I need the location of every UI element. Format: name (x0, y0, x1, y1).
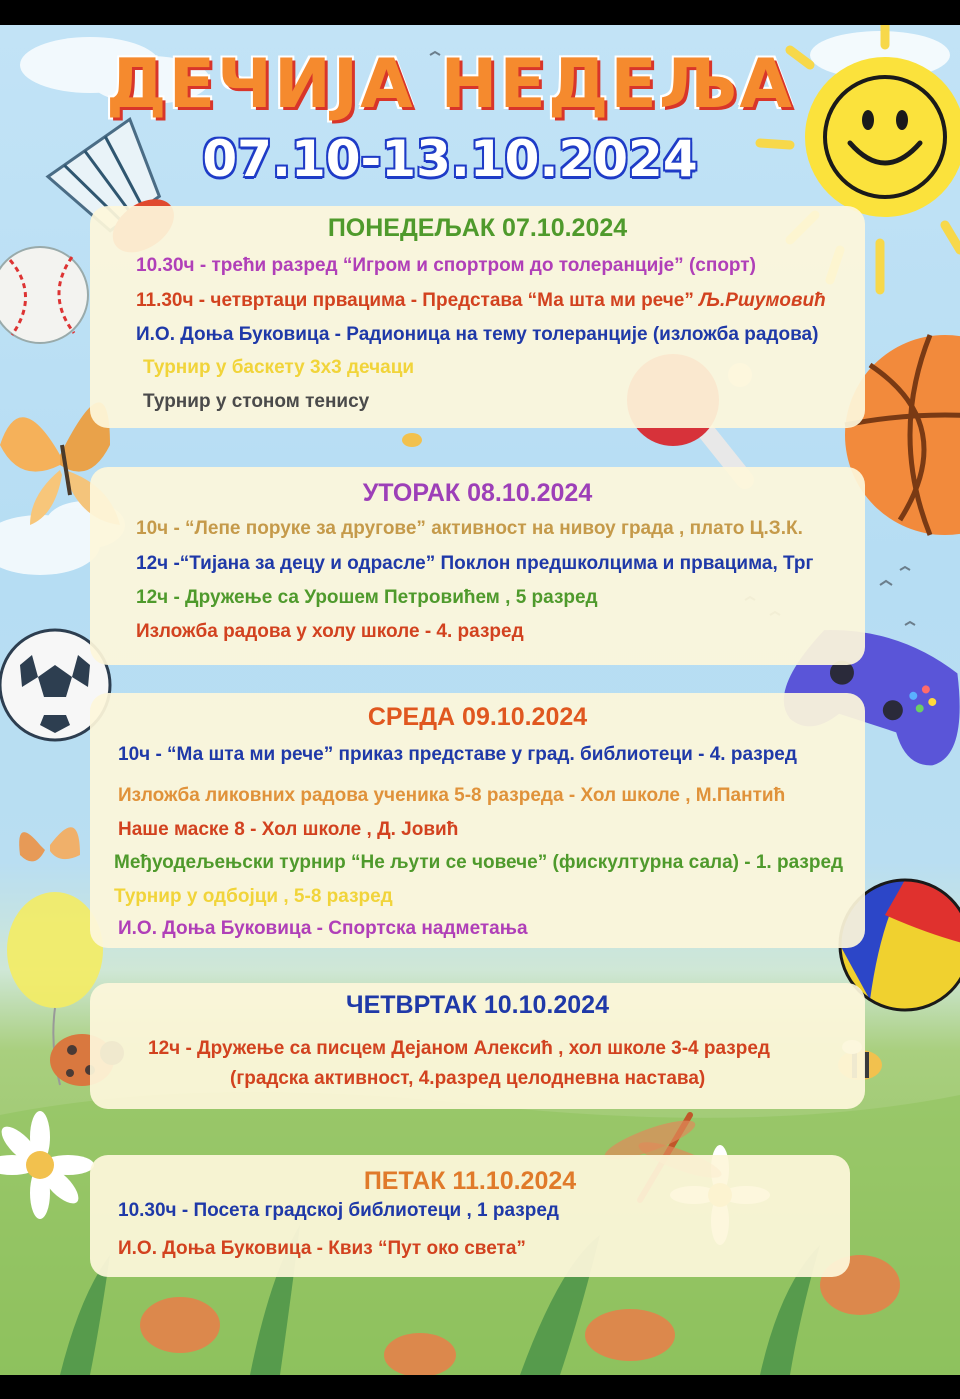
event-item: И.О. Доња Буковица - Спортска надметања (118, 918, 528, 939)
event-item: 10ч - “Лепе поруке за другове” активност на нивоу града , плато Ц.З.К. (136, 518, 803, 539)
event-item: 12ч - Дружење са писцем Дејаном Алексић , хол школе 3-4 разред (148, 1038, 770, 1059)
event-item: Међуодељењски турнир “Не љути се човече” (фискултурна сала) - 1. разред (114, 852, 844, 873)
event-item: 11.30ч - четвртаци првацима - Представа “Ма шта ми рече” Љ.Ршумовић (136, 290, 826, 311)
event-item: 10ч - “Ма шта ми рече” приказ представе у град. библиотеци - 4. разред (118, 744, 797, 765)
day-heading: ПЕТАК 11.10.2024 (363, 1167, 577, 1195)
day-card-thursday (90, 983, 865, 1109)
poster (0, 25, 960, 1375)
day-heading: ПОНЕДЕЉАК 07.10.2024 (327, 214, 628, 242)
event-item: (градска активност, 4.разред целодневна настава) (230, 1068, 706, 1089)
event-item: И.О. Доња Буковица - Квиз “Пут око света” (118, 1238, 526, 1259)
page-title: ДЕЧИЈА НЕДЕЉА (106, 45, 794, 124)
event-author: Љ.Ршумовић (699, 290, 826, 311)
event-item: 12ч -“Тијана за децу и одрасле” Поклон предшколцима и првацима, Трг (136, 553, 814, 574)
day-card-wednesday (90, 693, 865, 948)
event-item: 12ч - Дружење са Урошем Петровићем , 5 разред (136, 587, 598, 608)
day-heading: СРЕДА 09.10.2024 (367, 703, 588, 731)
day-heading: УТОРАК 08.10.2024 (362, 479, 593, 507)
date-range: 07.10-13.10.2024 (202, 130, 698, 188)
day-card-monday (90, 206, 865, 428)
day-card-tuesday (90, 467, 865, 665)
event-item: И.О. Доња Буковица - Радионица на тему толеранције (изложба радова) (136, 324, 819, 345)
day-heading: ЧЕТВРТАК 10.10.2024 (346, 991, 609, 1019)
day-card-friday (90, 1155, 850, 1277)
baseball-icon (0, 247, 88, 343)
event-item: Турнир у стоном тенису (143, 391, 370, 412)
event-item: Турнир у баскету 3х3 дечаци (143, 357, 415, 378)
event-item: 10.30ч - трећи разред “Игром и спортром до толеранције” (спорт) (136, 255, 756, 276)
event-item: Турнир у одбојци , 5-8 разред (114, 886, 393, 907)
event-item: Изложба радова у холу школе - 4. разред (136, 621, 524, 642)
event-item: Наше маске 8 - Хол школе , Д. Јовић (118, 819, 459, 840)
event-item: Изложба ликовних радова ученика 5-8 разреда - Хол школе , М.Пантић (118, 785, 786, 806)
event-item: 10.30ч - Посета градској библиотеци , 1 разред (118, 1200, 559, 1221)
